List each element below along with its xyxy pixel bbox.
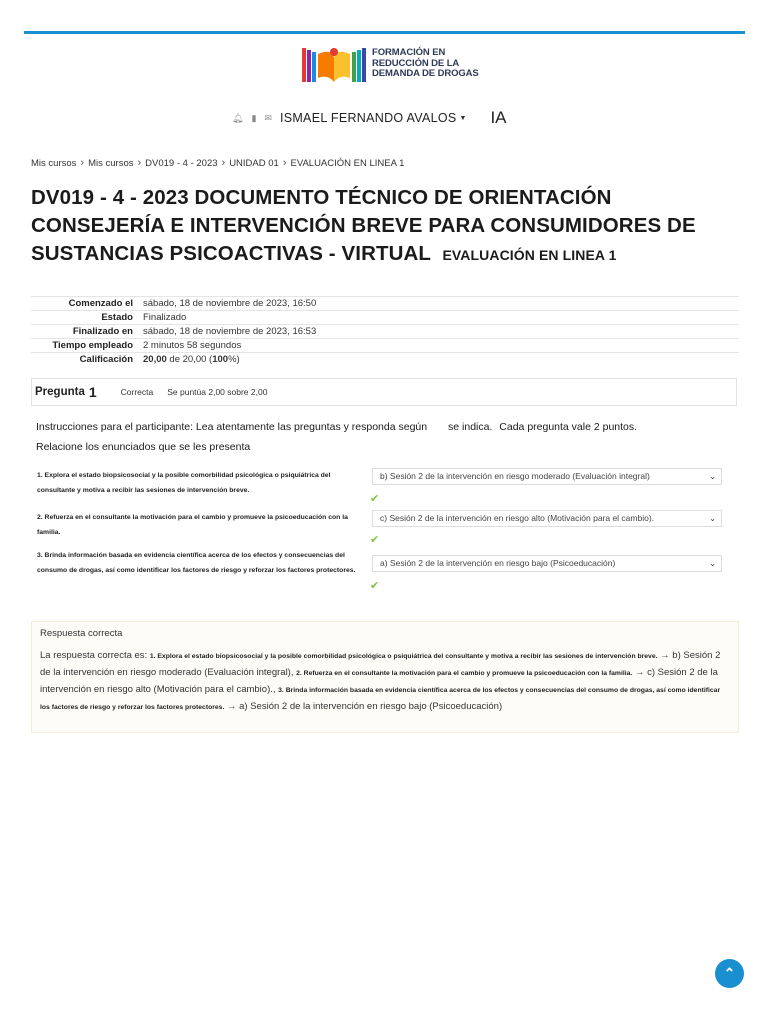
chevron-right-icon: › [80,157,85,169]
grade-max: de 20,00 ( [166,354,213,365]
breadcrumb-item[interactable]: Mis cursos [31,157,77,169]
feedback-stem: 2. Refuerza en el consultante la motivación para el cambio y promueve la psicoeducación con la familia. [296,670,633,677]
brand-name [372,48,479,80]
question-grade: Se puntúa 2,00 sobre 2,00 [167,387,268,397]
book-logo-icon [302,44,366,84]
instruction-text: se indica. [448,421,493,433]
summary-value: sábado, 18 de noviembre de 2023, 16:50 [137,297,739,311]
answer-select-value: b) Sesión 2 de la intervención en riesgo moderado (Evaluación integral) [380,471,650,481]
check-icon: ✔ [370,580,380,592]
check-icon: ✔ [370,493,380,505]
summary-value: 2 minutos 58 segundos [137,339,739,353]
summary-row [31,353,739,367]
feedback-answer: → b) Sesión 2 de la intervención en riesgo moderado (Evaluación integral), [40,650,721,678]
feedback-heading: Respuesta correcta [40,628,123,639]
answer-select-value: a) Sesión 2 de la intervención en riesgo bajo (Psicoeducación) [380,558,616,568]
chevron-right-icon: › [221,157,226,169]
mail-icon[interactable]: ✉ [264,112,272,123]
instruction-prompt: Relacione los enunciados que se les presenta [36,441,251,453]
summary-row [31,311,739,325]
chevron-right-icon: › [282,157,287,169]
grade-percent-suffix: %) [228,354,240,365]
summary-label: Comenzado el [31,297,137,311]
instruction-text: Instrucciones para el participante: Lea atentamente las preguntas y responda según [36,421,428,433]
summary-value: Finalizado [137,311,739,325]
chevron-right-icon: › [137,157,142,169]
course-title: DV019 - 4 - 2023 DOCUMENTO TÉCNICO DE ORIENTACIÓN CONSEJERÍA E INTERVENCIÓN BREVE PARA CONSUMIDORES DE SUSTANCIAS PSICOACTIVAS - VIRTUAL [31,186,696,265]
feedback-stem: 3. Brinda información basada en evidencia científica acerca de los efectos y consecuencias del consumo de drogas, así como identificar los factores de riesgo y reforzar los factores protectores. [40,687,721,711]
feedback-intro: La respuesta correcta es: [40,650,148,661]
user-avatar-initials[interactable]: IA [490,108,507,127]
answer-select-value: c) Sesión 2 de la intervención en riesgo alto (Motivación para el cambio). [380,513,655,523]
answer-select[interactable] [372,555,722,572]
brand-line-3: DEMANDA DE DROGAS [372,68,479,80]
chat-icon[interactable]: ▮ [251,112,257,123]
match-stem: 3. Brinda información basada en evidencia científica acerca de los efectos y consecuencias del consumo de drogas, así como identificar los factores de riesgo y reforzar los factores protectores. [37,552,356,574]
attempt-summary-table [31,296,739,366]
chevron-down-icon: ⌄ [709,559,716,568]
user-name-dropdown[interactable]: ISMAEL FERNANDO AVALOS [279,111,457,125]
feedback-answer: → a) Sesión 2 de la intervención en riesgo bajo (Psicoeducación) [226,701,503,712]
summary-label: Tiempo empleado [31,339,137,353]
question-state: Correcta [120,387,154,397]
brand-line-2: REDUCCIÓN DE LA [372,57,460,69]
breadcrumb [31,157,404,169]
caret-down-icon[interactable]: ▼ [459,114,467,122]
user-menu [232,108,507,128]
bell-icon[interactable]: 🔔︎ [232,112,244,123]
grade-percent: 100 [212,354,229,365]
feedback-text [40,648,730,716]
feedback-stem: 1. Explora el estado biopsicosocial y la posible comorbilidad psicológica o psiquiátrica del consultante y motiva a recibir las sesiones de intervención breve. [149,653,658,660]
feedback-answer: → c) Sesión 2 de la intervención en riesgo alto (Motivación para el cambio)., [40,667,718,695]
site-logo[interactable] [302,44,479,84]
arrow-up-icon: ⌃ [723,965,736,981]
check-icon: ✔ [370,534,380,546]
grade-score: 20,00 [143,354,167,365]
match-stem: 1. Explora el estado biopsicosocial y la posible comorbilidad psicológica o psiquiátrica del consultante y motiva a recibir las sesiones de intervención breve. [37,472,331,494]
answer-select[interactable] [372,510,722,527]
question-info [31,378,737,406]
right-answer-feedback [31,621,739,733]
summary-row [31,339,739,353]
question-label: Pregunta [35,386,85,398]
brand-line-1: FORMACIÓN EN [372,47,446,59]
summary-value: sábado, 18 de noviembre de 2023, 16:53 [137,325,739,339]
summary-row [31,297,739,311]
answer-select[interactable] [372,468,722,485]
summary-row [31,325,739,339]
page-title [31,184,731,269]
breadcrumb-item[interactable]: Mis cursos [88,157,134,169]
grade-value [137,353,739,367]
top-accent-bar [24,31,745,34]
chevron-down-icon: ⌄ [709,514,716,523]
summary-label: Finalizado en [31,325,137,339]
breadcrumb-item[interactable]: DV019 - 4 - 2023 [145,157,218,169]
question-number: 1 [88,384,97,400]
breadcrumb-item[interactable]: EVALUACIÓN EN LINEA 1 [290,157,405,169]
back-to-top-button[interactable] [715,959,744,988]
match-stem: 2. Refuerza en el consultante la motivación para el cambio y promueve la psicoeducación con la familia. [37,514,348,536]
instruction-text: Cada pregunta vale 2 puntos. [499,421,638,433]
summary-label: Calificación [31,353,137,367]
question-instructions [36,417,736,457]
breadcrumb-item[interactable]: UNIDAD 01 [229,157,279,169]
quiz-title: EVALUACIÓN EN LINEA 1 [442,247,617,263]
summary-label: Estado [31,311,137,325]
chevron-down-icon: ⌄ [709,472,716,481]
